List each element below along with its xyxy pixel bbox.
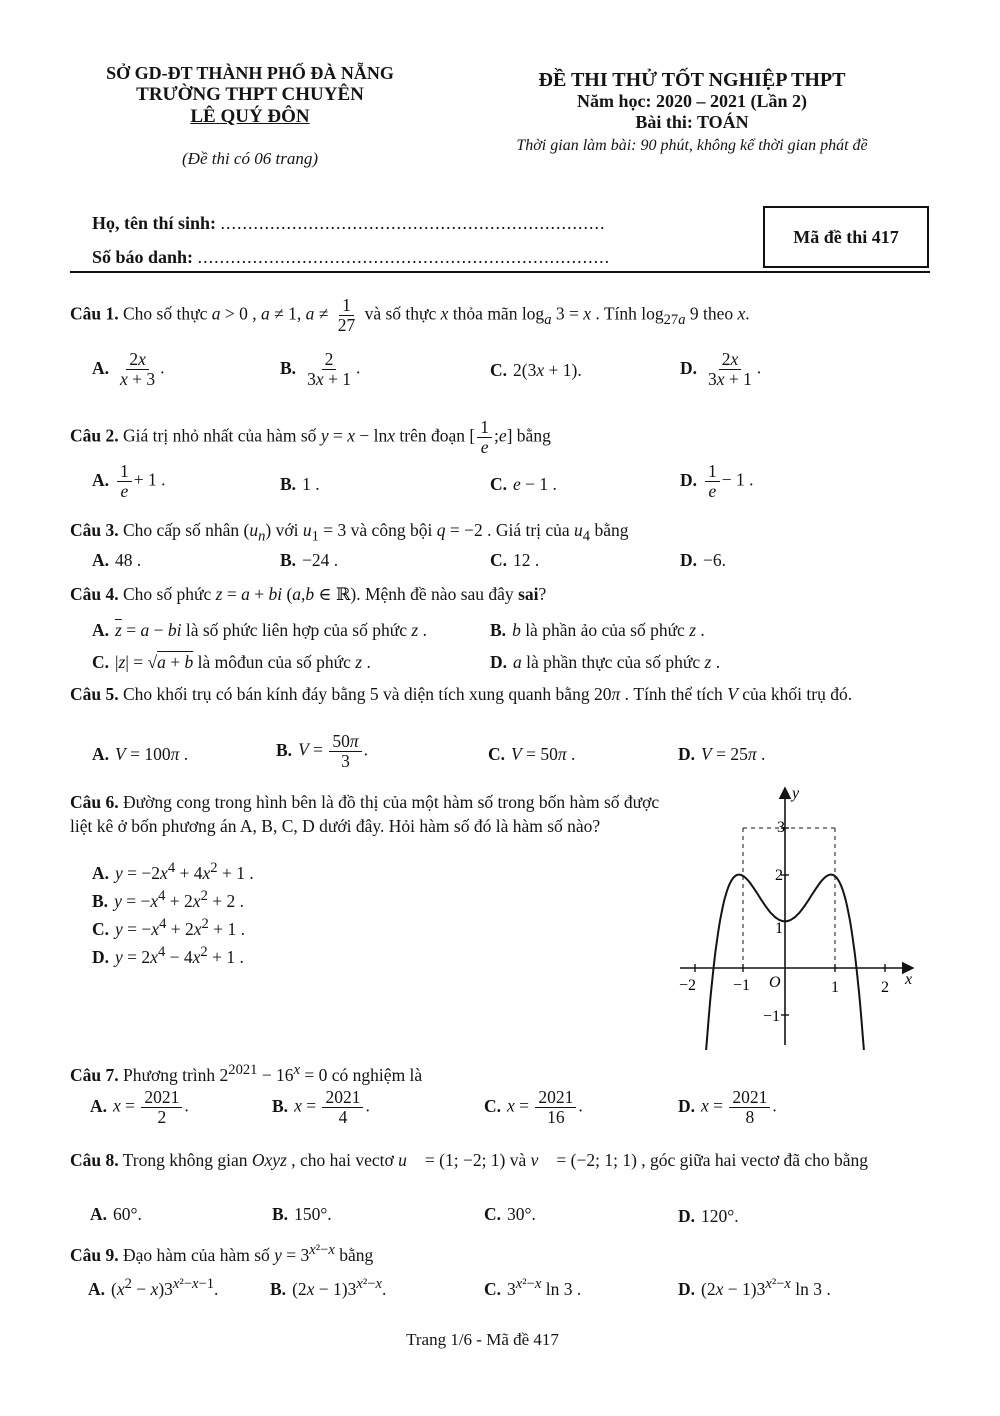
question-9: Câu 9. Đạo hàm của hàm số $y = 3^{x^2-x}$ bằng (70, 1242, 374, 1265)
header-divider (70, 271, 930, 273)
q6-option-c[interactable]: C. $y = -x^4 + 2x^2 + 1$ . (92, 916, 245, 939)
q9-option-c[interactable]: C. $3^{x^2-x}$ ln 3 . (484, 1276, 582, 1299)
exam-subject: Bài thi: TOÁN (635, 112, 749, 132)
q7-option-a[interactable]: A. x = $\frac{2021}{2}$ . (90, 1087, 189, 1127)
x-axis-label: x (905, 971, 913, 988)
q6-option-d[interactable]: D. $y = 2x^4 - 4x^2 + 1$ . (92, 944, 244, 967)
y-tick-label: 2 (775, 867, 783, 884)
question-1: Câu 1. Cho số thực a > 0 , a ≠ 1, a ≠ $\frac{1}{27}$ và số thực x thỏa mãn $\log_a 3 = x$ . Tính $\log_{27a} 9$ theo x. (70, 295, 750, 335)
question-6: Câu 6. Đường cong trong hình bên là đồ thị của một hàm số trong bốn hàm số được liệt kê ở bốn phương án A, B, C, D dưới đây. Hỏi hàm số đó là hàm số nào? (70, 792, 660, 836)
q3-option-b[interactable]: B. −24 . (280, 550, 339, 570)
q3-option-a[interactable]: A. 48 . (92, 550, 142, 570)
q2-option-d[interactable]: D. $\frac{1}{e}$ − 1 . (680, 461, 754, 501)
q3-option-d[interactable]: D. −6. (680, 550, 727, 570)
q4-option-b[interactable]: B. b là phần ảo của số phức z . (490, 620, 705, 640)
x-tick-label: −1 (733, 977, 751, 994)
q5-option-d[interactable]: D. V = 25π . (678, 744, 766, 764)
q1-option-a[interactable]: A. $\frac{2x}{x + 3}$ . (92, 349, 165, 389)
x-tick-label: 1 (831, 979, 839, 996)
school-name-line1: TRƯỜNG THPT CHUYÊN (136, 84, 364, 105)
page-count-note: (Đề thi có 06 trang) (182, 149, 318, 168)
exam-title: ĐỀ THI THỬ TỐT NGHIỆP THPT (538, 69, 846, 91)
school-year: Năm học: 2020 – 2021 (Lần 2) (577, 91, 807, 111)
q4-option-a[interactable]: A. $\overline{z} = a$ − bi là số phức liên hợp của số phức z . (92, 620, 427, 640)
q3-option-c[interactable]: C. 12 . (490, 550, 540, 570)
q5-option-c[interactable]: C. V = 50π . (488, 744, 576, 764)
y-axis-label: y (792, 785, 800, 802)
question-3: Câu 3. Cho cấp số nhân $(u_n)$ với $u_1 = 3$ và công bội q = −2 . Giá trị của $u_4$ bằng (70, 520, 629, 545)
q5-option-b[interactable]: B. V = $\frac{50\pi}{3}$ . (276, 731, 369, 771)
q4-option-c[interactable]: C. |z| = √a + b là môđun của số phức z . (92, 652, 371, 672)
q4-option-d[interactable]: D. a là phần thực của số phức z . (490, 652, 721, 672)
q8-option-d[interactable]: D. 120°. (678, 1206, 739, 1226)
question-2: Câu 2. Giá trị nhỏ nhất của hàm số y = x − lnx trên đoạn [ $\frac{1}{e}$ ;e] bằng (70, 417, 551, 457)
q5-option-a[interactable]: A. V = 100π . (92, 744, 189, 764)
function-graph (675, 780, 925, 1050)
exam-code-box: Mã đề thi 417 (763, 206, 929, 268)
y-tick-label: −1 (763, 1008, 781, 1025)
q6-option-a[interactable]: A. $y = -2x^4 + 4x^2 + 1$ . (92, 860, 254, 883)
department-name: SỞ GD-ĐT THÀNH PHỐ ĐÀ NẴNG (106, 63, 394, 83)
y-tick-label: 1 (775, 920, 783, 937)
question-label: Câu 1. (70, 303, 119, 324)
question-8: Câu 8. Trong không gian Oxyz , cho hai vectơ u⃗ = (1; −2; 1) và v⃗ = (−2; 1; 1) , góc giữa hai vectơ đã cho bằng (70, 1150, 869, 1170)
q2-option-c[interactable]: C. e − 1 . (490, 474, 557, 494)
q8-option-a[interactable]: A. 60°. (90, 1204, 142, 1224)
time-note: Thời gian làm bài: 90 phút, không kể thời gian phát đề (516, 137, 868, 154)
id-label: Số báo danh: (92, 247, 194, 267)
q9-option-d[interactable]: D. $(2x - 1)3^{x^2-x}$ ln 3 . (678, 1276, 831, 1299)
q2-option-b[interactable]: B. 1 . (280, 474, 320, 494)
y-tick-label: 3 (777, 819, 785, 836)
q9-option-a[interactable]: A. $(x^2 - x)3^{x^2-x-1}$. (88, 1276, 219, 1299)
id-field[interactable]: ........................................................................... (197, 247, 611, 267)
name-label: Họ, tên thí sinh: (92, 213, 217, 233)
exam-header (452, 70, 932, 156)
question-4: Câu 4. Cho số phức z = a + bi (a,b ∈ ℝ). Mệnh đề nào sau đây sai? (70, 584, 547, 604)
q8-option-b[interactable]: B. 150°. (272, 1204, 332, 1224)
question-5: Câu 5. Cho khối trụ có bán kính đáy bằng 5 và diện tích xung quanh bằng 20π . Tính thể tích V của khối trụ đó. (70, 684, 853, 704)
q1-option-b[interactable]: B. $\frac{2}{3x + 1}$ . (280, 349, 361, 389)
q9-option-b[interactable]: B. $(2x - 1)3^{x^2-x}$. (270, 1276, 387, 1299)
q6-option-b[interactable]: B. $y = -x^4 + 2x^2 + 2$ . (92, 888, 244, 911)
school-name-line2: LÊ QUÝ ĐÔN (190, 106, 310, 127)
q2-option-a[interactable]: A. $\frac{1}{e}$ + 1 . (92, 461, 166, 501)
q8-option-c[interactable]: C. 30°. (484, 1204, 536, 1224)
x-tick-label: −2 (679, 977, 697, 994)
page-footer: Trang 1/6 - Mã đề 417 (406, 1330, 559, 1349)
school-header (70, 62, 430, 170)
q1-option-c[interactable]: C. 2(3x + 1). (490, 360, 582, 380)
q7-option-d[interactable]: D. x = $\frac{2021}{8}$ . (678, 1087, 777, 1127)
q7-option-b[interactable]: B. x = $\frac{2021}{4}$ . (272, 1087, 370, 1127)
student-info (92, 206, 610, 274)
name-field[interactable]: ...................................................................... (220, 213, 606, 233)
q1-option-d[interactable]: D. $\frac{2x}{3x + 1}$ . (680, 349, 762, 389)
origin-label: O (769, 974, 781, 991)
question-7: Câu 7. Phương trình $2^{2021} - 16^x = 0$ có nghiệm là (70, 1062, 423, 1085)
x-tick-label: 2 (881, 979, 889, 996)
q7-option-c[interactable]: C. x = $\frac{2021}{16}$ . (484, 1087, 583, 1127)
